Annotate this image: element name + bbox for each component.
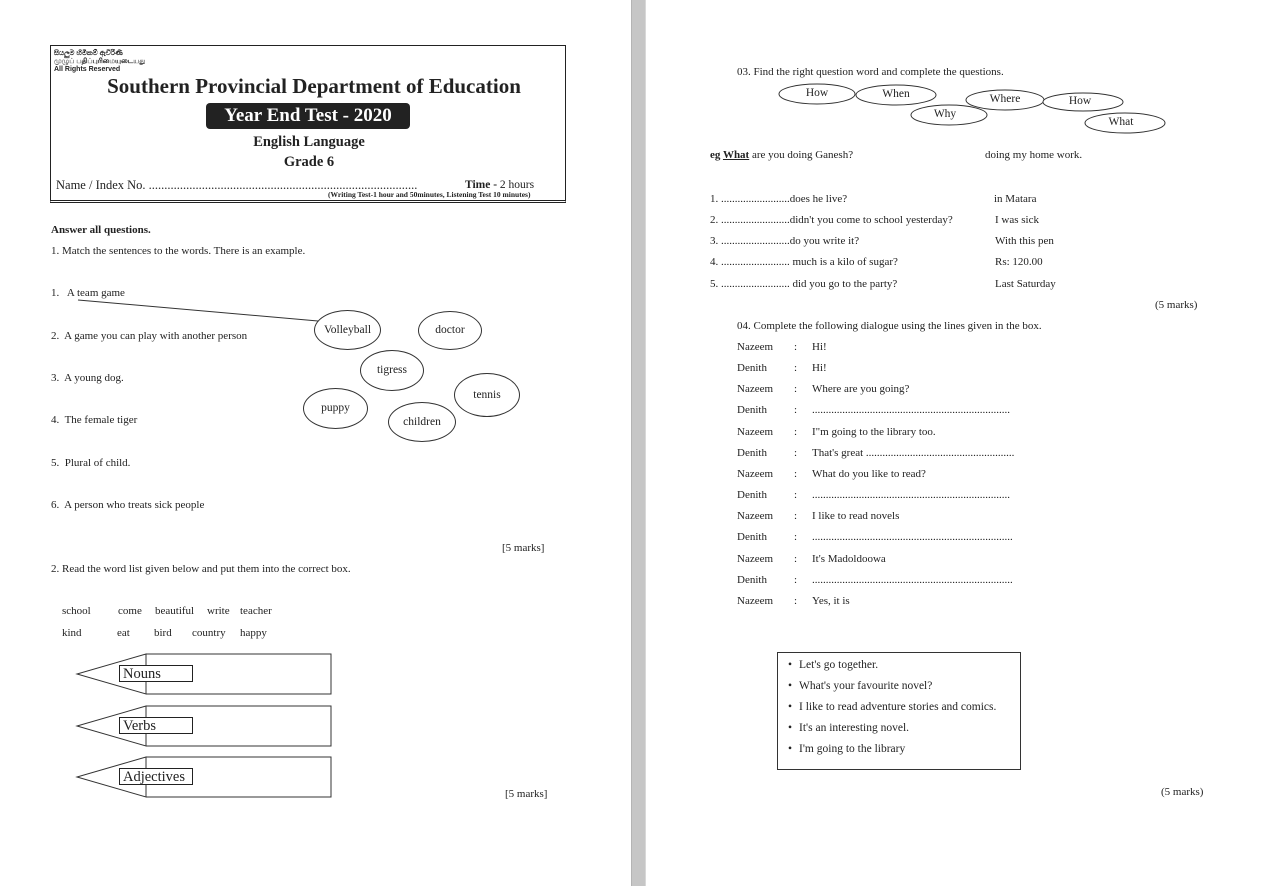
dialogue-line: .........................................................................	[812, 574, 1013, 586]
question-word-cloud: When	[882, 88, 910, 100]
q3-item-text: did you go to the party?	[792, 278, 898, 290]
q3-item-number: 2.	[710, 214, 719, 226]
word-list-item: happy	[240, 627, 267, 639]
box-line: • I'm going to the library	[788, 743, 905, 755]
q1-item-number: 5.	[51, 457, 60, 469]
dialogue-speaker: Denith	[737, 531, 767, 543]
dialogue-colon: :	[794, 383, 798, 395]
q1-title: 1. Match the sentences to the words. There is an example.	[51, 245, 306, 257]
adjectives-label: Adjectives	[119, 768, 193, 785]
q1-item-number: 1.	[51, 287, 60, 299]
q3-item-blank: .........................	[721, 214, 790, 226]
nouns-label: Nouns	[119, 665, 193, 682]
word-oval: tigress	[360, 350, 424, 391]
dialogue-line: Hi!	[812, 341, 827, 353]
dialogue-colon: :	[794, 362, 798, 374]
example-prefix: eg	[710, 149, 723, 161]
q3-example	[710, 149, 853, 161]
subject-title: English Language	[253, 134, 365, 150]
dialogue-colon: :	[794, 341, 798, 353]
q3-item-number: 5.	[710, 278, 719, 290]
q3-item-blank: .........................	[721, 235, 790, 247]
test-title-badge: Year End Test - 2020	[206, 103, 410, 129]
q3-item	[710, 193, 847, 205]
dialogue-line: Hi!	[812, 362, 827, 374]
dialogue-colon: :	[794, 510, 798, 522]
example-question: are you doing Ganesh?	[749, 149, 854, 161]
q3-item-answer: I was sick	[995, 214, 1039, 226]
q3-item-answer: in Matara	[994, 193, 1037, 205]
word-oval: puppy	[303, 388, 368, 429]
dialogue-line: It's Madoldoowa	[812, 553, 886, 565]
time-label-text: Time -	[465, 179, 500, 191]
dialogue-line: Yes, it is	[812, 595, 850, 607]
q1-marks: [5 marks]	[502, 542, 545, 554]
page-left	[0, 0, 631, 886]
example-word: What	[722, 149, 750, 161]
q3-item	[710, 235, 859, 247]
dialogue-line: ........................................................................	[812, 404, 1010, 416]
q1-item-text: The female tiger	[64, 414, 138, 426]
q3-item-answer: Last Saturday	[995, 278, 1056, 290]
dialogue-colon: :	[794, 404, 798, 416]
dialogue-colon: :	[794, 489, 798, 501]
q3-item-blank: .........................	[721, 256, 790, 268]
q3-item-blank: .........................	[721, 278, 790, 290]
dialogue-line: ........................................................................	[812, 489, 1010, 501]
q3-item	[710, 278, 897, 290]
dialogue-colon: :	[794, 426, 798, 438]
q3-item-answer: With this pen	[995, 235, 1054, 247]
instructions: Answer all questions.	[51, 224, 151, 236]
word-list-item: school	[62, 605, 91, 617]
dialogue-speaker: Denith	[737, 362, 767, 374]
box-line: • Let's go together.	[788, 659, 878, 671]
dialogue-lines-box	[777, 652, 1021, 770]
dialogue-line: I like to read novels	[812, 510, 900, 522]
q1-item-text: A game you can play with another person	[64, 330, 248, 342]
dialogue-speaker: Nazeem	[737, 595, 774, 607]
grade-title: Grade 6	[283, 154, 335, 170]
dialogue-line: I"m going to the library too.	[812, 426, 936, 438]
category-arrow-shapes	[0, 0, 631, 886]
dialogue-speaker: Nazeem	[737, 383, 774, 395]
dialogue-line: .........................................................................	[812, 531, 1013, 543]
dialogue-speaker: Nazeem	[737, 553, 774, 565]
q4-title: 04. Complete the following dialogue using the lines given in the box.	[737, 320, 1042, 332]
q1-item-number: 2.	[51, 330, 60, 342]
department-title: Southern Provincial Department of Education	[107, 74, 521, 98]
q3-item-text: does he live?	[789, 193, 848, 205]
q3-item-answer: Rs: 120.00	[995, 256, 1043, 268]
q2-title: 2. Read the word list given below and put them into the correct box.	[51, 563, 351, 575]
q3-marks: (5 marks)	[1155, 299, 1198, 311]
q4-marks: (5 marks)	[1161, 786, 1204, 798]
word-list-item: country	[192, 627, 226, 639]
q3-item-number: 3.	[710, 235, 719, 247]
word-list-item: teacher	[240, 605, 272, 617]
q3-item-text: didn't you come to school yesterday?	[789, 214, 953, 226]
word-oval: children	[388, 402, 456, 442]
q3-item	[710, 256, 898, 268]
dialogue-colon: :	[794, 553, 798, 565]
word-list-item: kind	[62, 627, 82, 639]
dialogue-speaker: Nazeem	[737, 468, 774, 480]
word-list-item: beautiful	[155, 605, 195, 617]
dialogue-speaker: Nazeem	[737, 426, 774, 438]
page-right	[646, 0, 1279, 886]
question-word-cloud: Why	[933, 108, 957, 120]
question-word-cloud: Where	[989, 93, 1021, 105]
dialogue-speaker: Denith	[737, 489, 767, 501]
q3-item-text: do you write it?	[789, 235, 860, 247]
dialogue-speaker: Denith	[737, 404, 767, 416]
dialogue-speaker: Denith	[737, 447, 767, 459]
rights-sinhala: සියලුම හිමිකම් ඇවිරිණි	[54, 50, 123, 57]
q1-item-text: Plural of child.	[64, 457, 131, 469]
q3-item-number: 1.	[710, 193, 719, 205]
page-gutter	[631, 0, 646, 886]
q1-item-text: A young dog.	[64, 372, 124, 384]
word-list-item: bird	[154, 627, 172, 639]
word-list-item: write	[207, 605, 230, 617]
box-line: • I like to read adventure stories and comics.	[788, 701, 996, 713]
dialogue-colon: :	[794, 447, 798, 459]
dialogue-line: Where are you going?	[812, 383, 910, 395]
right-page-canvas	[646, 0, 1279, 886]
q1-item-number: 3.	[51, 372, 60, 384]
q3-example-answer: doing my home work.	[985, 149, 1083, 161]
word-oval: Volleyball	[314, 310, 381, 350]
q3-item	[710, 214, 953, 226]
word-list-item: eat	[117, 627, 130, 639]
dialogue-colon: :	[794, 574, 798, 586]
q3-item-text: much is a kilo of sugar?	[792, 256, 898, 268]
dialogue-line: What do you like to read?	[812, 468, 926, 480]
box-line: • It's an interesting novel.	[788, 722, 909, 734]
word-list-item: come	[118, 605, 142, 617]
verbs-label: Verbs	[119, 717, 193, 734]
q1-item-number: 6.	[51, 499, 60, 511]
time-note: (Writing Test-1 hour and 50minutes, Listening Test 10 minutes)	[328, 190, 531, 199]
q3-item-number: 4.	[710, 256, 719, 268]
dialogue-line: That's great ......................................................	[812, 447, 1015, 459]
rights-english: All Rights Reserved	[54, 66, 121, 73]
q1-item-number: 4.	[51, 414, 60, 426]
name-index-line: Name / Index No. ......................................................................................	[56, 178, 418, 192]
rights-tamil: முழுப் பதிப்புரிமையுடையது	[54, 58, 146, 65]
dialogue-speaker: Nazeem	[737, 510, 774, 522]
question-word-cloud: How	[805, 87, 829, 99]
dialogue-colon: :	[794, 468, 798, 480]
dialogue-speaker: Nazeem	[737, 341, 774, 353]
dialogue-speaker: Denith	[737, 574, 767, 586]
q1-item-text: A team game	[66, 287, 125, 299]
dialogue-colon: :	[794, 531, 798, 543]
box-line: • What's your favourite novel?	[788, 680, 932, 692]
q1-item-text: A person who treats sick people	[64, 499, 205, 511]
question-word-cloud: What	[1108, 116, 1134, 128]
q3-item-blank: .........................	[721, 193, 790, 205]
word-oval: tennis	[454, 373, 520, 417]
question-word-cloud: How	[1068, 95, 1092, 107]
time-value: 2 hours	[499, 179, 535, 191]
q2-marks: [5 marks]	[505, 788, 548, 800]
dialogue-colon: :	[794, 595, 798, 607]
q3-title: 03. Find the right question word and complete the questions.	[737, 66, 1004, 78]
word-oval: doctor	[418, 311, 482, 350]
